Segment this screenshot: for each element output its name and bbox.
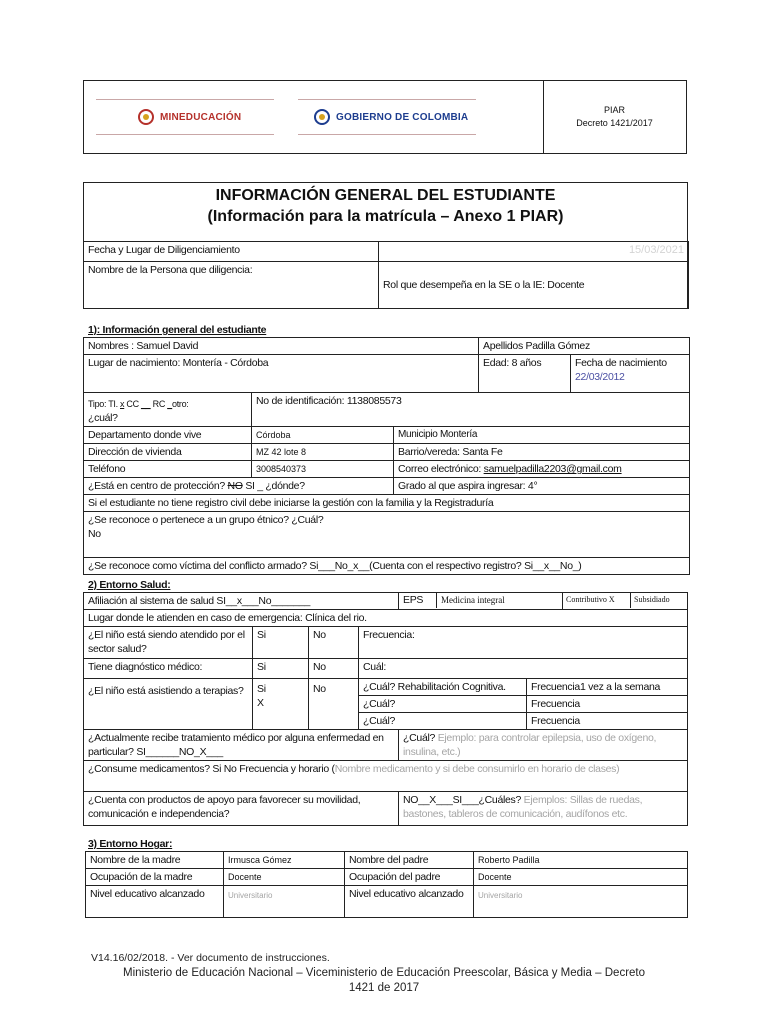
correo-field[interactable]: Correo electrónico: samuelpadilla2203@gmail.com [394,461,690,478]
emergencia-field[interactable]: Lugar donde le atienden en caso de emergencia: Clínica del rio. [84,610,688,627]
page-title: INFORMACIÓN GENERAL DEL ESTUDIANTE (Información para la matrícula – Anexo 1 PIAR) [207,187,564,225]
productos-question: ¿Cuenta con productos de apoyo para favorecer su movilidad, comunicación e independencia? [84,792,399,826]
ocupacion-madre-value[interactable]: Docente [224,869,345,886]
gobierno-logo: GOBIERNO DE COLOMBIA [298,99,476,135]
ocupacion-padre-label: Ocupación del padre [345,869,474,886]
terapia-2-frecuencia[interactable]: Frecuencia [527,696,688,713]
ocupacion-padre-value[interactable]: Docente [474,869,688,886]
coat-of-arms-icon [138,109,154,125]
diagnostico-si[interactable]: Si [253,659,309,679]
padre-label: Nombre del padre [345,852,474,869]
fecha-label: Fecha y Lugar de Diligenciamiento [84,242,379,262]
fecha-nacimiento-field[interactable]: Fecha de nacimiento 22/03/2012 [571,355,690,393]
etnico-field[interactable]: ¿Se reconoce o pertenece a un grupo étnico? ¿Cuál? No [84,512,690,558]
diagnostico-question: Tiene diagnóstico médico: [84,659,253,679]
decree-label: Decreto 1421/2017 [576,118,653,128]
nivel-padre-label: Nivel educativo alcanzado [345,886,474,918]
section-2-title: 2) Entorno Salud: [88,579,171,591]
productos-answer[interactable]: NO__X___SI___¿Cuáles? Ejemplos: Sillas de ruedas, bastones, tableros de comunicación, audífonos etc. [399,792,688,826]
piar-label: PIAR [603,105,625,115]
hogar-table [85,851,688,918]
tipo-documento-field[interactable]: Tipo: TI. x CC __ RC _otro: ¿cuál? [84,393,252,427]
terapias-si[interactable]: Si X [253,679,309,730]
nivel-madre-label: Nivel educativo alcanzado [86,886,224,918]
telefono-label: Teléfono [84,461,252,478]
madre-label: Nombre de la madre [86,852,224,869]
medicamentos-field[interactable]: ¿Consume medicamentos? Si No Frecuencia y horario (Nombre medicamento y si debe consumirlo en horario de clases) [84,761,688,792]
tratamiento-cual[interactable]: ¿Cuál? Ejemplo: para controlar epilepsia, uso de oxígeno, insulina, etc.) [399,730,688,761]
tipo-documento-line: Tipo: TI. x CC __ RC _otro: [88,399,189,409]
version-note: V14.16/02/2018. - Ver documento de instrucciones. [91,952,330,964]
direccion-label: Dirección de vivienda [84,444,252,461]
eps-field[interactable]: EPS Medicina integral [399,593,563,610]
padre-value[interactable]: Roberto Padilla [474,852,688,869]
nivel-madre-value[interactable]: Universitario [224,886,345,918]
coat-of-arms-icon [314,109,330,125]
terapia-1-cual[interactable]: ¿Cuál? Rehabilitación Cognitiva. [359,679,527,696]
document-header [83,80,687,154]
departamento-value[interactable]: Córdoba [252,427,394,444]
atendido-no[interactable]: No [309,627,359,659]
nivel-padre-value[interactable]: Universitario [474,886,688,918]
direccion-value[interactable]: MZ 42 lote 8 [252,444,394,461]
afiliacion-field[interactable]: Afiliación al sistema de salud SI__x___No_______ [84,593,399,610]
victima-field[interactable]: ¿Se reconoce como víctima del conflicto armado? Si___No_x__(Cuenta con el respectivo registro? Si__x__No_) [84,558,690,575]
ocupacion-madre-label: Ocupación de la madre [86,869,224,886]
piar-decree-box [543,81,686,153]
fecha-value[interactable]: 15/03/2021 [379,242,689,262]
regimen-field[interactable]: Contributivo X Subsidiado [563,593,688,610]
diagnostico-no[interactable]: No [309,659,359,679]
departamento-label: Departamento donde vive [84,427,252,444]
diagnostico-cual[interactable]: Cuál: [359,659,688,679]
identificacion-field[interactable]: No de identificación: 1138085573 [252,393,690,427]
terapia-3-frecuencia[interactable]: Frecuencia [527,713,688,730]
municipio-field[interactable]: Municipio Montería [394,427,690,444]
terapia-2-cual[interactable]: ¿Cuál? [359,696,527,713]
registro-note: Si el estudiante no tiene registro civil debe iniciarse la gestión con la familia y la Registraduría [84,495,690,512]
proteccion-field[interactable]: ¿Está en centro de protección? NO SI _ ¿dónde? [84,478,394,495]
diligencia-table [83,241,689,309]
section-3-title: 3) Entorno Hogar: [88,838,173,850]
persona-label[interactable]: Nombre de la Persona que diligencia: [84,262,379,309]
grado-field[interactable]: Grado al que aspira ingresar: 4° [394,478,690,495]
footer-ministry: Ministerio de Educación Nacional – Viceministerio de Educación Preescolar, Básica y Media – Decreto 1421 de 2017 [122,967,646,994]
rol-label[interactable]: Rol que desempeña en la SE o la IE: Docente [379,262,689,309]
nombres-field[interactable]: Nombres : Samuel David [84,338,479,355]
lugar-nacimiento-field[interactable]: Lugar de nacimiento: Montería - Córdoba [84,355,479,393]
atendido-si[interactable]: Si [253,627,309,659]
terapia-1-frecuencia[interactable]: Frecuencia1 vez a la semana [527,679,688,696]
madre-value[interactable]: Irmusca Gómez [224,852,345,869]
telefono-value[interactable]: 3008540373 [252,461,394,478]
atendido-question: ¿El niño está siendo atendido por el sector salud? [84,627,253,659]
section-1-title: 1): Información general del estudiante [88,324,267,336]
barrio-field[interactable]: Barrio/vereda: Santa Fe [394,444,690,461]
tratamiento-question[interactable]: ¿Actualmente recibe tratamiento médico por alguna enfermedad en particular? SI______NO_X___ [84,730,399,761]
salud-table [83,592,688,826]
terapia-3-cual[interactable]: ¿Cuál? [359,713,527,730]
mineducacion-logo: MINEDUCACIÓN [96,99,274,135]
student-info-table [83,337,690,575]
terapias-no[interactable]: No [309,679,359,730]
edad-field[interactable]: Edad: 8 años [479,355,571,393]
apellidos-field[interactable]: Apellidos Padilla Gómez [479,338,690,355]
terapias-question: ¿El niño está asistiendo a terapias? [84,679,253,730]
logos-area [84,81,544,153]
atendido-frecuencia[interactable]: Frecuencia: [359,627,688,659]
